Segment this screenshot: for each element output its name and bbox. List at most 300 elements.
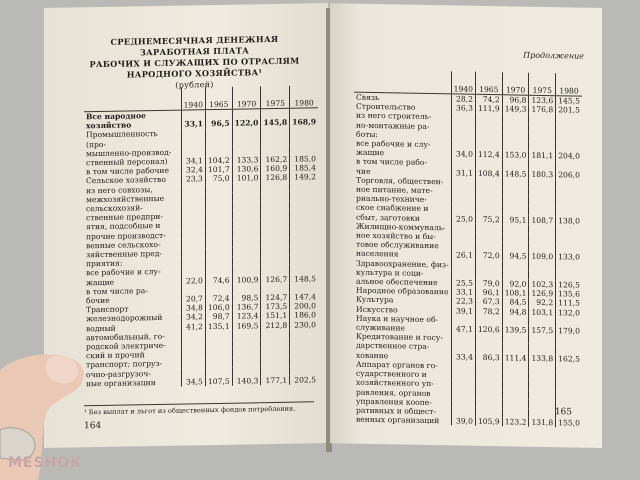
row-label: Сельское хозяйство	[86, 175, 166, 186]
value-cell	[556, 271, 582, 281]
title-line-3: НАРОДНОГО ХОЗЯЙСТВА¹	[126, 67, 263, 80]
value-cell	[451, 232, 475, 242]
value-cell: 108,4	[475, 168, 502, 178]
value-cell	[261, 238, 290, 248]
value-cell	[529, 399, 556, 409]
value-cell: 92,2	[529, 298, 556, 308]
value-cell	[529, 133, 556, 143]
value-cell	[502, 187, 529, 197]
value-cell	[556, 142, 582, 152]
value-cell	[290, 228, 318, 238]
value-cell	[502, 206, 529, 216]
unit-label: (рублей)	[175, 80, 214, 90]
value-cell	[205, 257, 232, 267]
value-cell: 74,2	[475, 94, 502, 104]
value-cell	[205, 331, 232, 341]
value-cell	[205, 211, 232, 221]
value-cell	[261, 146, 290, 156]
value-cell: 100,9	[232, 275, 261, 285]
value-cell	[232, 146, 261, 156]
value-cell: 33,4	[451, 352, 475, 362]
value-cell: 41,2	[181, 322, 205, 332]
value-cell	[502, 196, 529, 206]
value-cell: 25,0	[451, 214, 475, 224]
value-cell	[261, 192, 290, 202]
value-cell	[261, 265, 290, 275]
value-cell	[261, 210, 290, 220]
value-cell: 107,5	[205, 377, 232, 387]
value-cell: 94,8	[502, 307, 529, 317]
row-label: в том числе ра-	[86, 286, 148, 297]
value-cell: 22,0	[181, 276, 205, 286]
value-cell	[181, 359, 205, 369]
row-label: из него строитель-	[356, 111, 432, 122]
value-cell: 28,2	[451, 94, 475, 104]
row-label: ятия, подсобные и	[86, 221, 161, 232]
value-cell	[261, 127, 290, 146]
header-blank	[354, 70, 451, 94]
value-cell: 148,5	[290, 274, 318, 284]
value-cell: 230,0	[290, 320, 318, 330]
value-cell	[181, 239, 205, 249]
row-label: служивание	[356, 322, 406, 333]
value-cell: 72,0	[475, 251, 502, 261]
value-cell	[290, 366, 318, 376]
value-cell	[232, 266, 261, 276]
value-cell	[529, 142, 556, 152]
row-label: хозяйственного уп-	[356, 378, 434, 389]
row-label: равления, органов	[356, 387, 431, 398]
value-cell	[181, 331, 205, 341]
value-cell	[290, 329, 318, 339]
value-cell: 160,9	[261, 164, 290, 174]
value-cell: 157,5	[529, 326, 556, 336]
value-cell	[205, 202, 232, 212]
value-cell	[502, 114, 529, 124]
value-cell	[502, 243, 529, 253]
row-label: Здравоохранение, физ-	[356, 258, 449, 269]
value-cell	[502, 371, 529, 381]
value-cell: 34,5	[181, 377, 205, 387]
value-cell	[475, 316, 502, 326]
value-cell	[475, 362, 502, 372]
row-label: ративных и общест-	[356, 405, 436, 417]
value-cell	[232, 220, 261, 230]
value-cell	[556, 335, 582, 345]
value-cell: 148,5	[502, 169, 529, 179]
value-cell: 124,7	[261, 293, 290, 303]
value-cell	[475, 371, 502, 381]
value-cell: 123,6	[529, 95, 556, 105]
year-header: 1965	[205, 87, 232, 110]
value-cell	[502, 123, 529, 133]
value-cell: 181,1	[529, 151, 556, 161]
value-cell	[502, 270, 529, 280]
value-cell	[232, 284, 261, 294]
value-cell	[205, 220, 232, 230]
value-cell: 23,3	[181, 175, 205, 185]
value-cell: 94,5	[502, 252, 529, 262]
value-cell	[451, 131, 475, 141]
value-cell	[529, 317, 556, 327]
value-cell	[502, 335, 529, 345]
value-cell	[502, 224, 529, 234]
value-cell: 20,7	[181, 294, 205, 304]
value-cell	[181, 285, 205, 295]
right-page	[330, 3, 602, 448]
value-cell: 133,0	[556, 253, 582, 263]
table-title	[82, 33, 307, 92]
value-cell	[205, 229, 232, 239]
value-cell	[475, 122, 502, 132]
value-cell: 39,0	[451, 416, 475, 426]
value-cell	[261, 247, 290, 257]
value-cell	[261, 330, 290, 340]
value-cell	[290, 265, 318, 275]
value-cell	[261, 284, 290, 294]
header-blank	[84, 88, 181, 112]
row-label: но-монтажные ра-	[356, 120, 430, 131]
value-cell: 34,1	[181, 156, 205, 166]
value-cell: 123,2	[502, 417, 529, 427]
value-cell	[232, 192, 261, 202]
row-label: ский и прочий	[86, 350, 145, 361]
row-label: родской электриче-	[86, 340, 166, 352]
value-cell	[529, 188, 556, 198]
value-cell	[451, 122, 475, 132]
value-cell: 67,3	[475, 297, 502, 307]
value-cell	[556, 262, 582, 272]
value-cell	[181, 349, 205, 359]
row-label: ные организации	[86, 377, 156, 389]
value-cell	[232, 210, 261, 220]
value-cell: 31,1	[451, 168, 475, 178]
value-cell	[529, 225, 556, 235]
year-header: 1975	[261, 86, 290, 109]
row-label: в том числе рабо-	[356, 157, 427, 168]
title-line-1: СРЕДНЕМЕСЯЧНАЯ ДЕНЕЖНАЯ ЗАРАБОТНАЯ ПЛАТА	[110, 33, 279, 58]
value-cell: 155,0	[556, 418, 582, 428]
value-cell	[475, 187, 502, 197]
value-cell	[556, 391, 582, 401]
value-cell: 98,7	[205, 312, 232, 322]
value-cell	[475, 334, 502, 344]
value-cell	[290, 246, 318, 256]
value-cell	[556, 363, 582, 373]
row-label: ственные предпри-	[86, 212, 163, 223]
value-cell	[556, 234, 582, 244]
value-cell	[261, 357, 290, 367]
value-cell	[451, 269, 475, 279]
value-cell: 95,1	[502, 215, 529, 225]
value-cell	[556, 372, 582, 382]
value-cell	[451, 205, 475, 215]
value-cell	[556, 124, 582, 134]
value-cell: 153,0	[502, 150, 529, 160]
row-label: населения	[356, 249, 399, 259]
value-cell: 145,5	[556, 96, 582, 106]
value-cell	[451, 223, 475, 233]
value-cell	[451, 242, 475, 252]
value-cell: 135,1	[205, 321, 232, 331]
value-cell	[529, 372, 556, 382]
value-cell	[475, 389, 502, 399]
value-cell: 84,5	[502, 298, 529, 308]
value-cell	[205, 285, 232, 295]
value-cell	[290, 255, 318, 265]
value-cell	[181, 248, 205, 258]
value-cell	[205, 349, 232, 359]
value-cell	[290, 191, 318, 201]
row-label: жащие	[356, 147, 385, 158]
value-cell: 33,1	[181, 110, 205, 129]
value-cell	[556, 133, 582, 143]
value-cell	[290, 200, 318, 210]
value-cell: 169,5	[232, 321, 261, 331]
value-cell	[475, 380, 502, 390]
value-cell: 101,0	[232, 174, 261, 184]
row-label: Наука и научное об-	[356, 313, 439, 325]
value-cell: 123,4	[232, 312, 261, 322]
value-cell	[502, 160, 529, 170]
value-cell	[451, 113, 475, 123]
value-cell	[556, 197, 582, 207]
value-cell	[502, 233, 529, 243]
value-cell: 22,3	[451, 297, 475, 307]
value-cell	[232, 339, 261, 349]
year-header: 1965	[475, 72, 502, 95]
value-cell	[205, 340, 232, 350]
value-cell	[232, 256, 261, 266]
value-cell	[451, 343, 475, 353]
value-cell: 34,8	[181, 303, 205, 313]
value-cell: 108,1	[502, 289, 529, 299]
value-cell	[261, 219, 290, 229]
row-label: сбыт, заготовки	[356, 212, 420, 223]
row-label: приятия:	[86, 258, 123, 269]
value-cell	[205, 128, 232, 147]
year-header: 1980	[556, 73, 582, 96]
row-label: культура и соци-	[356, 267, 424, 278]
value-cell	[290, 338, 318, 348]
year-header: 1940	[451, 71, 475, 94]
value-cell	[290, 283, 318, 293]
value-cell	[451, 380, 475, 390]
row-label: очно-разгрузоч-	[86, 368, 151, 379]
value-cell: 111,9	[475, 104, 502, 114]
value-cell: 179,0	[556, 326, 582, 336]
value-cell: 206,0	[556, 170, 582, 180]
value-cell: 202,5	[290, 375, 318, 385]
value-cell: 126,7	[261, 274, 290, 284]
value-cell	[232, 247, 261, 257]
row-label: все рабочие и слу-	[86, 267, 161, 278]
value-cell	[261, 339, 290, 349]
value-cell	[475, 242, 502, 252]
value-cell	[181, 257, 205, 267]
stats-table	[354, 70, 582, 428]
value-cell	[181, 147, 205, 157]
row-label: в том числе рабочие	[86, 166, 169, 177]
value-cell	[290, 182, 318, 192]
continued-label: Продолжение	[523, 50, 584, 61]
value-cell: 180,3	[529, 169, 556, 179]
row-label: Транспорт	[86, 304, 129, 315]
value-cell	[529, 197, 556, 207]
row-label: Жилищно-коммуналь-	[356, 221, 446, 233]
value-cell: 74,6	[205, 275, 232, 285]
year-header: 1970	[502, 72, 529, 95]
value-cell	[232, 238, 261, 248]
wage-table-right	[354, 70, 590, 428]
row-label: сельскохозяй-	[86, 203, 143, 214]
value-cell: 140,3	[232, 376, 261, 386]
value-cell: 75,0	[205, 174, 232, 184]
row-label: чие	[356, 166, 371, 176]
value-cell	[205, 239, 232, 249]
row-label: альное обеспечение	[356, 276, 438, 288]
watermark-logo: MESHOK	[8, 455, 83, 471]
value-cell: 96,1	[475, 288, 502, 298]
value-cell	[475, 113, 502, 123]
value-cell: 177,1	[261, 376, 290, 386]
year-header: 1970	[232, 86, 261, 109]
value-cell: 130,6	[232, 164, 261, 174]
value-cell	[475, 408, 502, 418]
row-label: управления коопе-	[356, 396, 432, 407]
value-cell	[451, 389, 475, 399]
value-cell	[181, 202, 205, 212]
value-cell: 34,2	[181, 313, 205, 323]
page-number-right: 165	[554, 407, 572, 418]
value-cell	[556, 243, 582, 253]
value-cell: 132,0	[556, 308, 582, 318]
value-cell: 120,6	[475, 325, 502, 335]
value-cell	[451, 196, 475, 206]
value-cell: 36,3	[451, 104, 475, 114]
row-label: дарственное стра-	[356, 341, 430, 352]
value-cell: 105,9	[475, 417, 502, 427]
row-label: железнодорожный	[86, 313, 163, 324]
value-cell	[205, 248, 232, 258]
value-cell	[475, 270, 502, 280]
value-cell: 149,2	[290, 173, 318, 183]
value-cell: 204,0	[556, 151, 582, 161]
value-cell: 168,9	[290, 108, 318, 127]
value-cell: 126,8	[261, 173, 290, 183]
value-cell	[475, 205, 502, 215]
value-cell	[261, 348, 290, 358]
value-cell: 96,5	[205, 109, 232, 128]
value-cell: 109,0	[529, 252, 556, 262]
value-cell: 86,3	[475, 352, 502, 362]
value-cell	[529, 179, 556, 189]
value-cell: 101,7	[205, 165, 232, 175]
value-cell: 185,0	[290, 154, 318, 164]
value-cell	[529, 335, 556, 345]
value-cell: 185,4	[290, 163, 318, 173]
value-cell	[451, 398, 475, 408]
row-label: межхозяйственные	[86, 193, 165, 205]
value-cell	[502, 316, 529, 326]
value-cell	[475, 260, 502, 270]
value-cell	[290, 127, 318, 146]
value-cell: 145,8	[261, 108, 290, 127]
year-header: 1980	[290, 85, 318, 108]
value-cell	[181, 221, 205, 231]
value-cell	[181, 368, 205, 378]
value-cell	[451, 315, 475, 325]
value-cell: 112,4	[475, 150, 502, 160]
row-label: Все народное хозяйство	[86, 111, 146, 131]
value-cell	[556, 115, 582, 125]
value-cell	[556, 179, 582, 189]
value-cell	[451, 361, 475, 371]
value-cell	[232, 229, 261, 239]
value-cell	[181, 184, 205, 194]
value-cell	[232, 358, 261, 368]
value-cell	[556, 207, 582, 217]
row-label: боты:	[356, 129, 378, 139]
value-cell: 103,1	[529, 307, 556, 317]
value-cell: 135,6	[556, 289, 582, 299]
value-cell: 131,8	[529, 418, 556, 428]
value-cell: 200,0	[290, 301, 318, 311]
stats-table	[84, 85, 318, 388]
value-cell: 186,0	[290, 311, 318, 321]
value-cell	[475, 141, 502, 151]
footnote: ¹ Без выплат и льгот из общественных фондов потребления.	[84, 401, 314, 416]
value-cell	[451, 260, 475, 270]
value-cell: 176,8	[529, 105, 556, 115]
value-cell	[529, 409, 556, 419]
value-cell: 201,5	[556, 105, 582, 115]
value-cell	[181, 211, 205, 221]
value-cell	[529, 363, 556, 373]
value-cell	[261, 256, 290, 266]
value-cell	[502, 344, 529, 354]
value-cell	[451, 140, 475, 150]
value-cell	[290, 357, 318, 367]
row-label: все рабочие и слу-	[356, 138, 431, 150]
row-label: из него совхозы,	[86, 184, 153, 195]
row-label: ское снабжение и	[356, 203, 429, 214]
row-label: ное питание, мате-	[356, 184, 433, 196]
value-cell	[205, 147, 232, 157]
row-label: Аппарат органов го-	[356, 359, 438, 371]
row-label: риально-техниче-	[356, 193, 427, 205]
value-cell: 92,0	[502, 279, 529, 289]
page-number-left: 164	[84, 421, 102, 432]
value-cell	[261, 366, 290, 376]
value-cell	[451, 186, 475, 196]
value-cell	[232, 201, 261, 211]
value-cell	[451, 177, 475, 187]
value-cell: 98,5	[232, 293, 261, 303]
row-label: жащие	[86, 277, 115, 287]
value-cell	[529, 114, 556, 124]
value-cell: 96,8	[502, 95, 529, 105]
value-cell: 162,5	[556, 354, 582, 364]
row-label: сударственного и	[356, 368, 427, 380]
value-cell	[529, 344, 556, 354]
row-label: ное хозяйство и бы-	[356, 230, 436, 242]
row-label: водный	[86, 323, 116, 333]
value-cell	[261, 201, 290, 211]
value-cell: 139,5	[502, 325, 529, 335]
row-label: Промышленность (про-	[86, 129, 158, 149]
value-cell	[475, 224, 502, 234]
